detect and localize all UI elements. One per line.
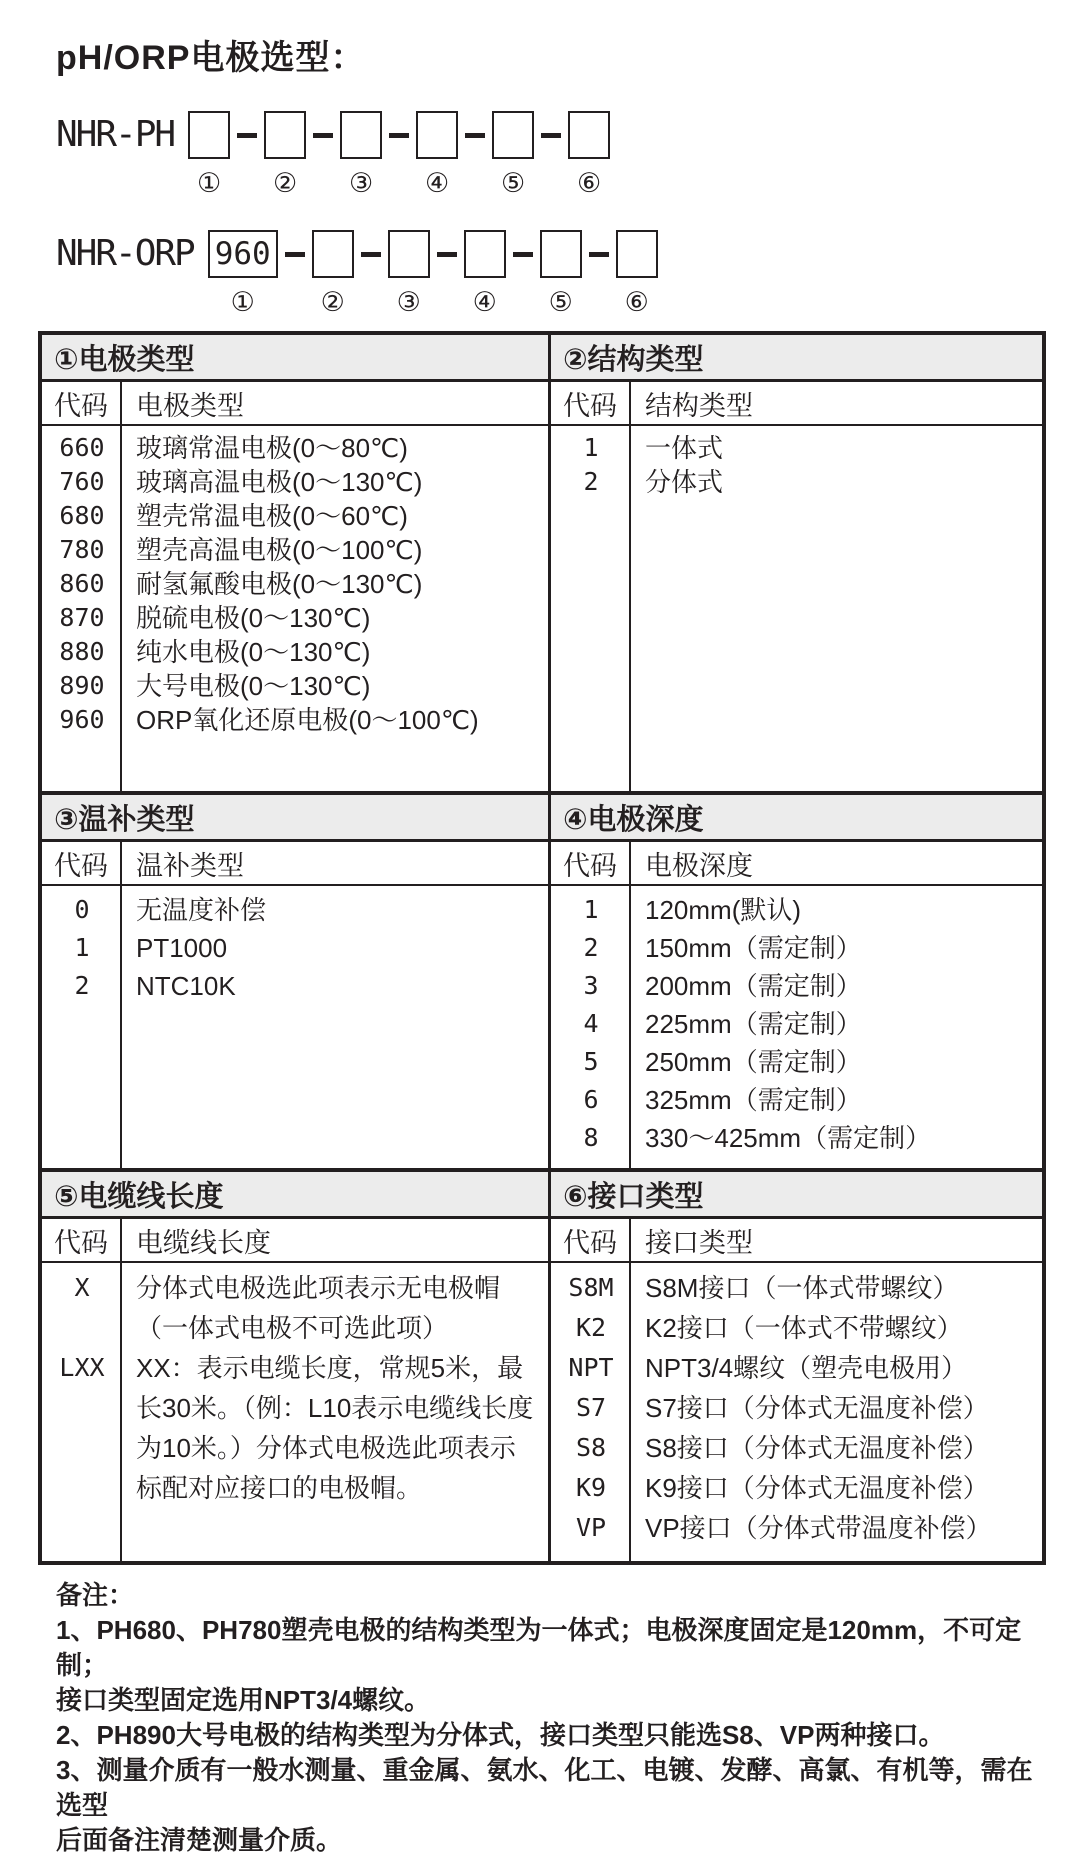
position-number: ⑤: [548, 287, 573, 317]
code-cell: 2: [583, 933, 599, 962]
section-cable-length: [42, 1172, 548, 1561]
section-header: ⑤电缆线长度: [42, 1172, 548, 1219]
dash-separator: [354, 230, 388, 278]
table-row: [42, 1268, 548, 1348]
dash-separator: [306, 111, 340, 159]
dash-bar: [361, 252, 381, 257]
column-header-row: [551, 1219, 1042, 1263]
code-cell: 1: [74, 933, 90, 962]
code-cell: 4: [583, 1009, 599, 1038]
code-box: [312, 230, 354, 278]
table-row: [551, 1268, 1042, 1308]
slot-column: [568, 111, 610, 198]
dash-separator: [506, 230, 540, 278]
position-number: ③: [396, 287, 421, 317]
dash-bar: [285, 252, 305, 257]
code-cell: 660: [59, 433, 105, 462]
table-row: [42, 1348, 548, 1508]
remark-line: 1、PH680、PH780塑壳电极的结构类型为一体式；电极深度固定是120mm，不可定制；: [56, 1615, 1022, 1680]
model-code-slot: [430, 230, 506, 317]
position-number: ③: [348, 168, 374, 198]
table-row: [551, 1388, 1042, 1428]
code-box: [540, 230, 582, 278]
dash-separator: [458, 111, 492, 159]
position-number: ④: [424, 168, 450, 198]
column-header-row: [42, 382, 548, 426]
section-rows: [42, 886, 548, 1168]
label-cell: ORP氧化还原电极(0～100℃): [136, 705, 479, 735]
code-cell: 2: [74, 971, 90, 1000]
section-temp-compensation: [42, 795, 548, 1168]
label-cell: 一体式: [645, 433, 724, 463]
section-rows: [42, 1263, 548, 1561]
position-number: ⑤: [500, 168, 526, 198]
label-cell: 塑壳常温电极(0～60℃): [136, 501, 408, 531]
table-row: [42, 891, 548, 929]
selection-table: [38, 331, 1046, 1565]
code-column-header: 代码: [551, 1219, 631, 1261]
label-cell: 大号电极(0～130℃): [136, 671, 371, 701]
section-interface-type: [548, 1172, 1042, 1561]
slot-column: [208, 230, 278, 317]
model-diagram-nhr-orp: [56, 230, 1040, 317]
slot-column: [312, 230, 354, 317]
section-rows: [551, 1263, 1042, 1561]
label-column-header: 电缆线长度: [136, 1227, 271, 1258]
table-row: [551, 1428, 1042, 1468]
table-row: [551, 1348, 1042, 1388]
label-cell: XX：表示电缆长度，常规5米，最长30米。（例：L10表示电缆线长度为10米。）分体式电极选此项表示标配对应接口的电极帽。: [136, 1353, 534, 1503]
position-number: ②: [320, 287, 345, 317]
label-cell: 塑壳高温电极(0～100℃): [136, 535, 423, 565]
code-cell: 1: [583, 433, 599, 462]
remark-line: 接口类型固定选用NPT3/4螺纹。: [56, 1685, 431, 1715]
dash-bar: [513, 252, 533, 257]
code-cell: LXX: [59, 1353, 105, 1382]
code-column-header: 代码: [551, 842, 631, 884]
table-row: [42, 601, 548, 635]
label-column-header: 电极深度: [645, 850, 753, 881]
table-band-2: [42, 791, 1042, 1168]
label-cell: 330～425mm（需定制）: [645, 1123, 932, 1153]
section-rows: [42, 426, 548, 791]
label-column-header: 电极类型: [136, 390, 244, 421]
label-cell: 分体式电极选此项表示无电极帽（一体式电极不可选此项）: [136, 1273, 501, 1343]
label-cell: 脱硫电极(0～130℃): [136, 603, 371, 633]
table-row: [42, 929, 548, 967]
position-number: ①: [196, 168, 222, 198]
code-box: [188, 111, 230, 159]
table-row: [42, 533, 548, 567]
slot-column: [388, 230, 430, 317]
code-cell: 3: [583, 971, 599, 1000]
model-name-label: NHR-PH: [56, 114, 175, 155]
label-cell: 150mm（需定制）: [645, 933, 862, 963]
remark-line: 2、PH890大号电极的结构类型为分体式，接口类型只能选S8、VP两种接口。: [56, 1720, 945, 1750]
section-header: ②结构类型: [551, 335, 1042, 382]
table-row: [42, 967, 548, 1005]
code-cell: S8M: [568, 1273, 614, 1302]
model-code-slot: [458, 111, 534, 198]
section-electrode-type: [42, 335, 548, 791]
model-code-slot: [382, 111, 458, 198]
dash-separator: [430, 230, 464, 278]
table-band-1: [42, 335, 1042, 791]
column-header-row: [551, 842, 1042, 886]
code-cell: S7: [575, 1393, 607, 1422]
label-cell: 玻璃高温电极(0～130℃): [136, 467, 423, 497]
dash-separator: [382, 111, 416, 159]
label-cell: 纯水电极(0～130℃): [136, 637, 371, 667]
column-header-row: [42, 1219, 548, 1263]
table-row: [42, 499, 548, 533]
table-row: [42, 431, 548, 465]
label-cell: 325mm（需定制）: [645, 1085, 862, 1115]
position-number: ⑥: [624, 287, 649, 317]
label-cell: K2接口（一体式不带螺纹）: [645, 1313, 963, 1343]
code-cell: 680: [59, 501, 105, 530]
code-cell: 960: [59, 705, 105, 734]
position-number: ①: [230, 287, 255, 317]
table-row: [551, 1308, 1042, 1348]
model-diagram-nhr-ph: [56, 111, 1040, 198]
remark-line: 3、测量介质有一般水测量、重金属、氨水、化工、电镀、发酵、高氯、有机等，需在选型: [56, 1755, 1033, 1820]
model-code-slot: [230, 111, 306, 198]
slot-column: [340, 111, 382, 198]
code-column-header: 代码: [42, 1219, 122, 1261]
column-header-row: [551, 382, 1042, 426]
code-cell: VP: [575, 1513, 607, 1542]
slot-column: [188, 111, 230, 198]
table-row: [551, 967, 1042, 1005]
slot-column: [416, 111, 458, 198]
code-box: [264, 111, 306, 159]
dash-bar: [237, 133, 257, 138]
label-cell: 无温度补偿: [136, 895, 267, 925]
model-name-label: NHR-ORP: [56, 233, 194, 274]
label-cell: 分体式: [645, 467, 724, 497]
table-row: [551, 891, 1042, 929]
section-header: ③温补类型: [42, 795, 548, 842]
dash-bar: [465, 133, 485, 138]
table-row: [42, 635, 548, 669]
label-column-header: 温补类型: [136, 850, 244, 881]
code-box: [616, 230, 658, 278]
label-cell: 200mm（需定制）: [645, 971, 862, 1001]
table-row: [42, 669, 548, 703]
model-code-slot: [208, 230, 278, 317]
dash-bar: [389, 133, 409, 138]
table-row: [551, 1468, 1042, 1508]
code-cell: 780: [59, 535, 105, 564]
dash-bar: [541, 133, 561, 138]
code-cell: 860: [59, 569, 105, 598]
code-cell: 1: [583, 895, 599, 924]
section-rows: [551, 886, 1042, 1168]
code-cell: 5: [583, 1047, 599, 1076]
code-box: [492, 111, 534, 159]
remarks-block: [56, 1578, 1040, 1858]
position-number: ⑥: [576, 168, 602, 198]
code-cell: NPT: [568, 1353, 614, 1382]
section-rows: [551, 426, 1042, 791]
code-cell: 880: [59, 637, 105, 666]
label-cell: K9接口（分体式无温度补偿）: [645, 1473, 989, 1503]
dash-separator: [278, 230, 312, 278]
code-cell: 870: [59, 603, 105, 632]
code-box: [464, 230, 506, 278]
section-structure-type: [548, 335, 1042, 791]
label-cell: NTC10K: [136, 971, 236, 1001]
model-code-slot: [306, 111, 382, 198]
label-cell: S7接口（分体式无温度补偿）: [645, 1393, 989, 1423]
label-cell: 225mm（需定制）: [645, 1009, 862, 1039]
label-cell: 250mm（需定制）: [645, 1047, 862, 1077]
slot-column: [264, 111, 306, 198]
code-cell: K2: [575, 1313, 607, 1342]
code-box: [416, 111, 458, 159]
table-band-3: [42, 1168, 1042, 1561]
table-row: [551, 465, 1042, 499]
label-cell: 耐氢氟酸电极(0～130℃): [136, 569, 423, 599]
code-box: [388, 230, 430, 278]
label-column-header: 接口类型: [645, 1227, 753, 1258]
code-cell: 8: [583, 1123, 599, 1152]
slot-column: [616, 230, 658, 317]
slot-column: [540, 230, 582, 317]
position-number: ②: [272, 168, 298, 198]
code-column-header: 代码: [42, 382, 122, 424]
dash-bar: [589, 252, 609, 257]
table-row: [551, 1005, 1042, 1043]
section-header: ⑥接口类型: [551, 1172, 1042, 1219]
code-cell: S8: [575, 1433, 607, 1462]
section-header: ①电极类型: [42, 335, 548, 382]
label-cell: 玻璃常温电极(0～80℃): [136, 433, 408, 463]
table-row: [551, 1119, 1042, 1157]
dash-bar: [313, 133, 333, 138]
dash-separator: [230, 111, 264, 159]
code-cell: 890: [59, 671, 105, 700]
dash-bar: [437, 252, 457, 257]
code-column-header: 代码: [551, 382, 631, 424]
table-row: [42, 703, 548, 737]
table-row: [551, 431, 1042, 465]
dash-separator: [582, 230, 616, 278]
table-row: [42, 465, 548, 499]
label-cell: NPT3/4螺纹（塑壳电极用）: [645, 1353, 968, 1383]
remark-line: 备注：: [56, 1580, 135, 1610]
model-code-slot: [354, 230, 430, 317]
label-cell: VP接口（分体式带温度补偿）: [645, 1513, 992, 1543]
model-code-slot: [188, 111, 230, 198]
label-cell: S8M接口（一体式带螺纹）: [645, 1273, 959, 1303]
column-header-row: [42, 842, 548, 886]
table-row: [42, 567, 548, 601]
slot-column: [464, 230, 506, 317]
code-box: 960: [208, 230, 278, 278]
position-number: ④: [472, 287, 497, 317]
label-cell: S8接口（分体式无温度补偿）: [645, 1433, 989, 1463]
code-cell: 0: [74, 895, 90, 924]
code-cell: 6: [583, 1085, 599, 1114]
page-title: pH/ORP电极选型：: [56, 39, 366, 77]
label-cell: PT1000: [136, 933, 228, 963]
model-code-slot: [506, 230, 582, 317]
section-header: ④电极深度: [551, 795, 1042, 842]
model-code-slot: [582, 230, 658, 317]
code-cell: 760: [59, 467, 105, 496]
model-code-slot: [534, 111, 610, 198]
code-cell: 2: [583, 467, 599, 496]
code-box: [340, 111, 382, 159]
label-column-header: 结构类型: [645, 390, 753, 421]
label-cell: 120mm(默认): [645, 895, 802, 925]
table-row: [551, 1043, 1042, 1081]
remark-line: 后面备注清楚测量介质。: [56, 1825, 343, 1855]
dash-separator: [534, 111, 568, 159]
model-code-slot: [278, 230, 354, 317]
section-electrode-depth: [548, 795, 1042, 1168]
code-cell: X: [74, 1273, 90, 1302]
table-row: [551, 1508, 1042, 1548]
code-column-header: 代码: [42, 842, 122, 884]
code-box: [568, 111, 610, 159]
code-cell: K9: [575, 1473, 607, 1502]
table-row: [551, 1081, 1042, 1119]
slot-column: [492, 111, 534, 198]
table-row: [551, 929, 1042, 967]
